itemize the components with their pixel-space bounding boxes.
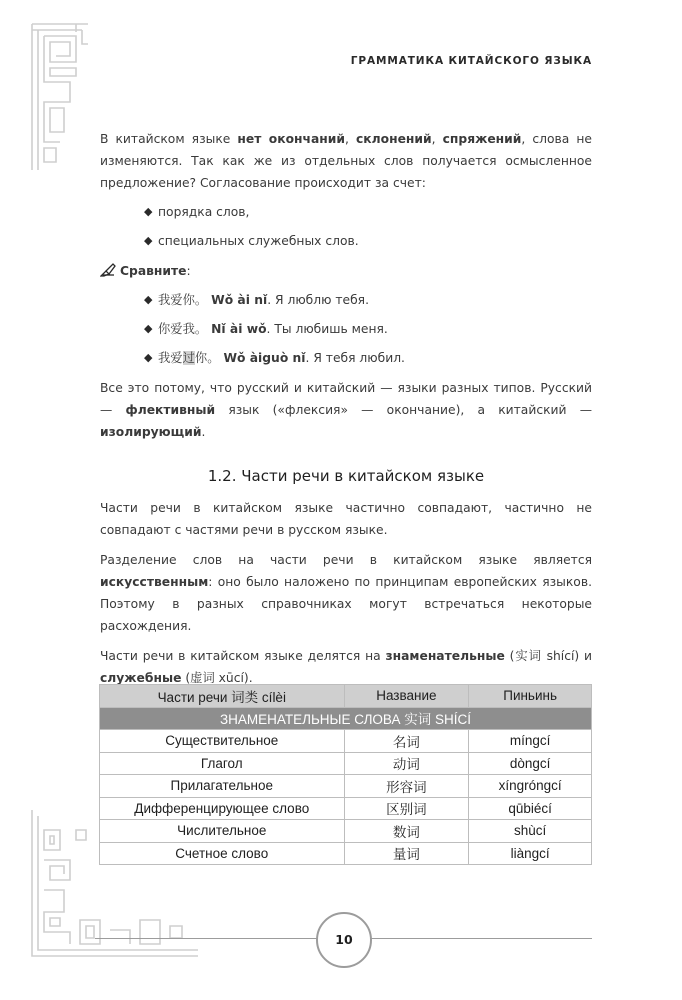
table-row xyxy=(100,730,592,753)
cell: Счетное слово xyxy=(100,842,345,865)
table-header-row xyxy=(100,685,592,708)
list-item: ◆ специальных служебных слов. xyxy=(100,230,592,252)
column-header: Пиньинь xyxy=(469,685,592,708)
cell: 名词 xyxy=(344,730,469,753)
intro-paragraph: В китайском языке нет окончаний, склонений, спряжений, слова не изменяются. Так как же из отдельных слов получается осмысленное предложение? Согласование происходит за счет: xyxy=(100,132,592,190)
cell: Дифференцирующее слово xyxy=(100,797,345,820)
cell: liàngcí xyxy=(469,842,592,865)
table-row xyxy=(100,752,592,775)
table-row xyxy=(100,842,592,865)
cell: Прилагательное xyxy=(100,775,345,798)
column-header: Части речи 词类 cílèi xyxy=(100,685,345,708)
cell: Существительное xyxy=(100,730,345,753)
table-row xyxy=(100,797,592,820)
diamond-bullet-icon: ◆ xyxy=(144,322,153,335)
cell: dòngcí xyxy=(469,752,592,775)
table-section-row xyxy=(100,707,592,730)
cell: 区别词 xyxy=(344,797,469,820)
language-types-paragraph: Все это потому, что русский и китайский — языки разных типов. Русский — флективный язык («флексия» — окончание), а китайский — изолирующий. xyxy=(100,381,592,439)
diamond-bullet-icon: ◆ xyxy=(144,234,153,247)
cell: 动词 xyxy=(344,752,469,775)
parts-of-speech-paragraph: Части речи в китайском языке частично совпадают, частично не совпадают с частями речи в русском языке. xyxy=(100,501,592,537)
cell: 数词 xyxy=(344,820,469,843)
page-body xyxy=(100,128,592,689)
example-item: ◆ 我爱过你。 Wǒ àiguò nǐ. Я тебя любил. xyxy=(100,347,592,369)
section-label: ЗНАМЕНАТЕЛЬНЫЕ СЛОВА 实词 SHÍCÍ xyxy=(100,707,592,730)
corner-ornament-top xyxy=(30,22,90,172)
diamond-bullet-icon: ◆ xyxy=(144,351,153,364)
list-item: ◆ порядка слов, xyxy=(100,201,592,223)
parts-of-speech-table xyxy=(99,684,592,865)
example-item: ◆ 我爱你。 Wǒ ài nǐ. Я люблю тебя. xyxy=(100,289,592,311)
footer-rule-right xyxy=(370,938,592,939)
cell: 形容词 xyxy=(344,775,469,798)
footer-rule-left xyxy=(95,938,317,939)
cell: Глагол xyxy=(100,752,345,775)
categories-paragraph: Части речи в китайском языке делятся на знаменательные (实词 shící) и служебные (虚词 xūcí). xyxy=(100,649,593,685)
page-number: 10 xyxy=(316,912,372,968)
example-item: ◆ 你爱我。 Nǐ ài wǒ. Ты любишь меня. xyxy=(100,318,592,340)
cell: qūbiécí xyxy=(469,797,592,820)
table-row xyxy=(100,820,592,843)
diamond-bullet-icon: ◆ xyxy=(144,205,153,218)
table-row xyxy=(100,775,592,798)
compare-label: Сравните: xyxy=(100,260,592,282)
running-header: ГРАММАТИКА КИТАЙСКОГО ЯЗЫКА xyxy=(350,55,592,67)
diamond-bullet-icon: ◆ xyxy=(144,293,153,306)
cell: míngcí xyxy=(469,730,592,753)
writing-hand-icon xyxy=(100,263,116,277)
cell: shùcí xyxy=(469,820,592,843)
cell: xíngróngcí xyxy=(469,775,592,798)
cell: Числительное xyxy=(100,820,345,843)
section-heading: 1.2. Части речи в китайском языке xyxy=(207,467,485,485)
column-header: Название xyxy=(344,685,469,708)
cell: 量词 xyxy=(344,842,469,865)
highlighted-character: 过 xyxy=(182,351,195,365)
division-paragraph: Разделение слов на части речи в китайском языке является искусственным: оно было наложено по принципам европейских языков. Поэтому в разных справочниках могут встречаться некоторые расхождения. xyxy=(100,553,592,633)
